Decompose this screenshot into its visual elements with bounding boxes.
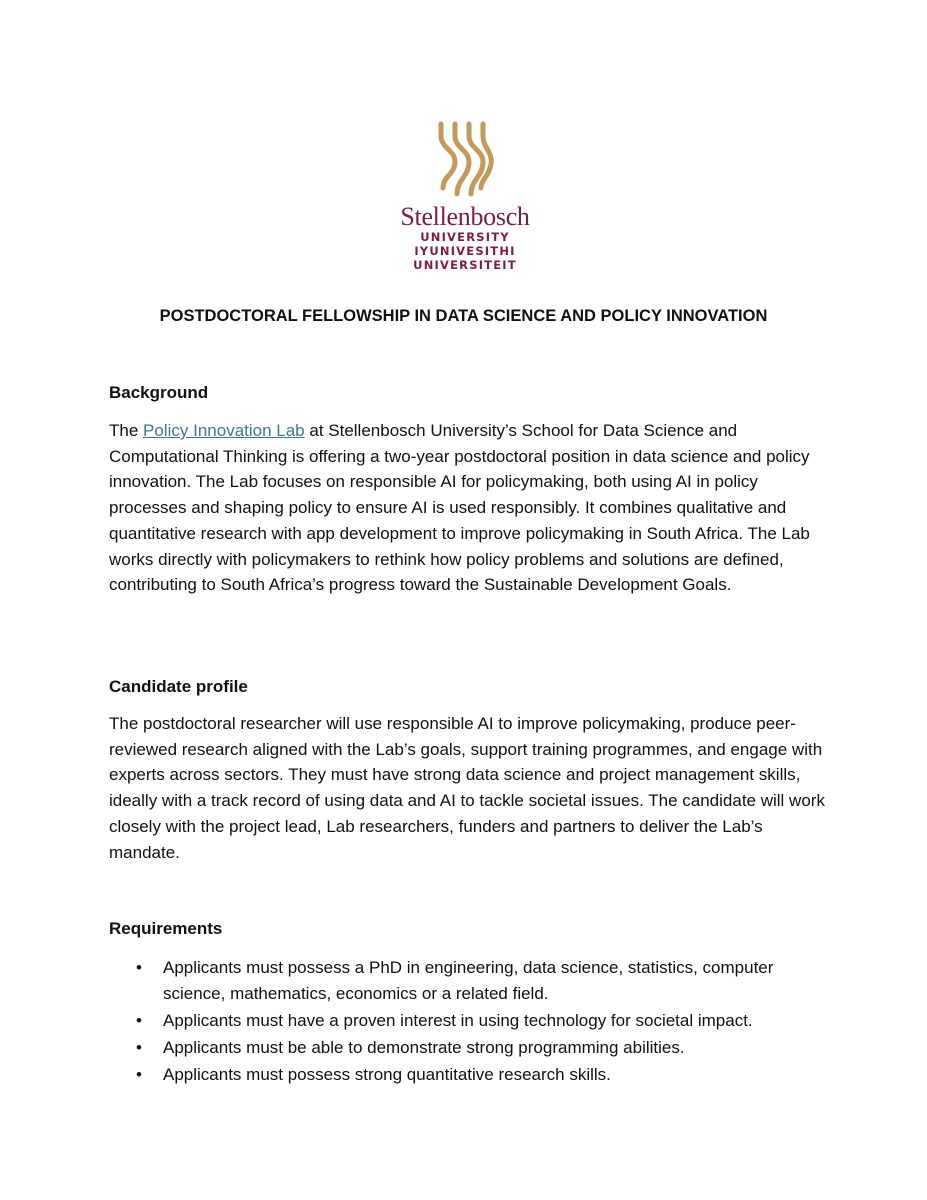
requirements-list xyxy=(109,955,829,1089)
list-item xyxy=(109,1062,829,1088)
university-logo xyxy=(383,118,547,284)
logo-line-afrikaans: UNIVERSITEIT xyxy=(413,258,517,272)
bullet-icon: • xyxy=(136,1011,142,1030)
requirements-heading: Requirements xyxy=(109,919,223,938)
list-item xyxy=(109,955,829,1007)
requirement-text: Applicants must possess a PhD in engineering, data science, statistics, computer science, mathematics, economics or a related field. xyxy=(163,958,774,1003)
logo-line-english: UNIVERSITY xyxy=(420,230,510,244)
candidate-heading: Candidate profile xyxy=(109,677,248,696)
logo-emblem-icon xyxy=(433,118,497,198)
candidate-paragraph: The postdoctoral researcher will use responsible AI to improve policymaking, produce peer-reviewed research aligned with the Lab’s goals, support training programmes, and engage with experts across sectors. They must have strong data science and project management skills, ideally with a track record of using data and AI to tackle societal issues. The candidate will work closely with the project lead, Lab researchers, funders and partners to deliver the Lab’s mandate. xyxy=(109,714,825,862)
logo-name: Stellenbosch xyxy=(400,202,530,231)
background-paragraph xyxy=(109,418,829,598)
background-heading: Background xyxy=(109,383,209,402)
list-item xyxy=(109,1008,829,1034)
requirement-text: Applicants must possess strong quantitative research skills. xyxy=(163,1065,611,1084)
logo-line-xhosa: IYUNIVESITHI xyxy=(414,244,516,258)
bullet-icon: • xyxy=(136,958,142,977)
background-intro: The xyxy=(109,421,144,440)
bullet-icon: • xyxy=(136,1038,142,1057)
bullet-icon: • xyxy=(136,1065,142,1084)
list-item xyxy=(109,1035,829,1061)
requirement-text: Applicants must be able to demonstrate strong programming abilities. xyxy=(163,1038,685,1057)
document-title: POSTDOCTORAL FELLOWSHIP IN DATA SCIENCE AND POLICY INNOVATION xyxy=(159,307,768,325)
background-body: at Stellenbosch University’s School for Data Science and Computational Thinking is offering a two-year postdoctoral position in data science and policy innovation. The Lab focuses on responsible AI for policymaking, both using AI in policy processes and shaping policy to ensure AI is used responsibly. It combines qualitative and quantitative research with app development to improve policymaking in South Africa. The Lab works directly with policymakers to rethink how policy problems and solutions are defined, contributing to South Africa’s progress toward the Sustainable Development Goals. xyxy=(109,421,810,595)
policy-innovation-lab-link[interactable]: Policy Innovation Lab xyxy=(143,421,305,440)
requirement-text: Applicants must have a proven interest in using technology for societal impact. xyxy=(163,1011,753,1030)
